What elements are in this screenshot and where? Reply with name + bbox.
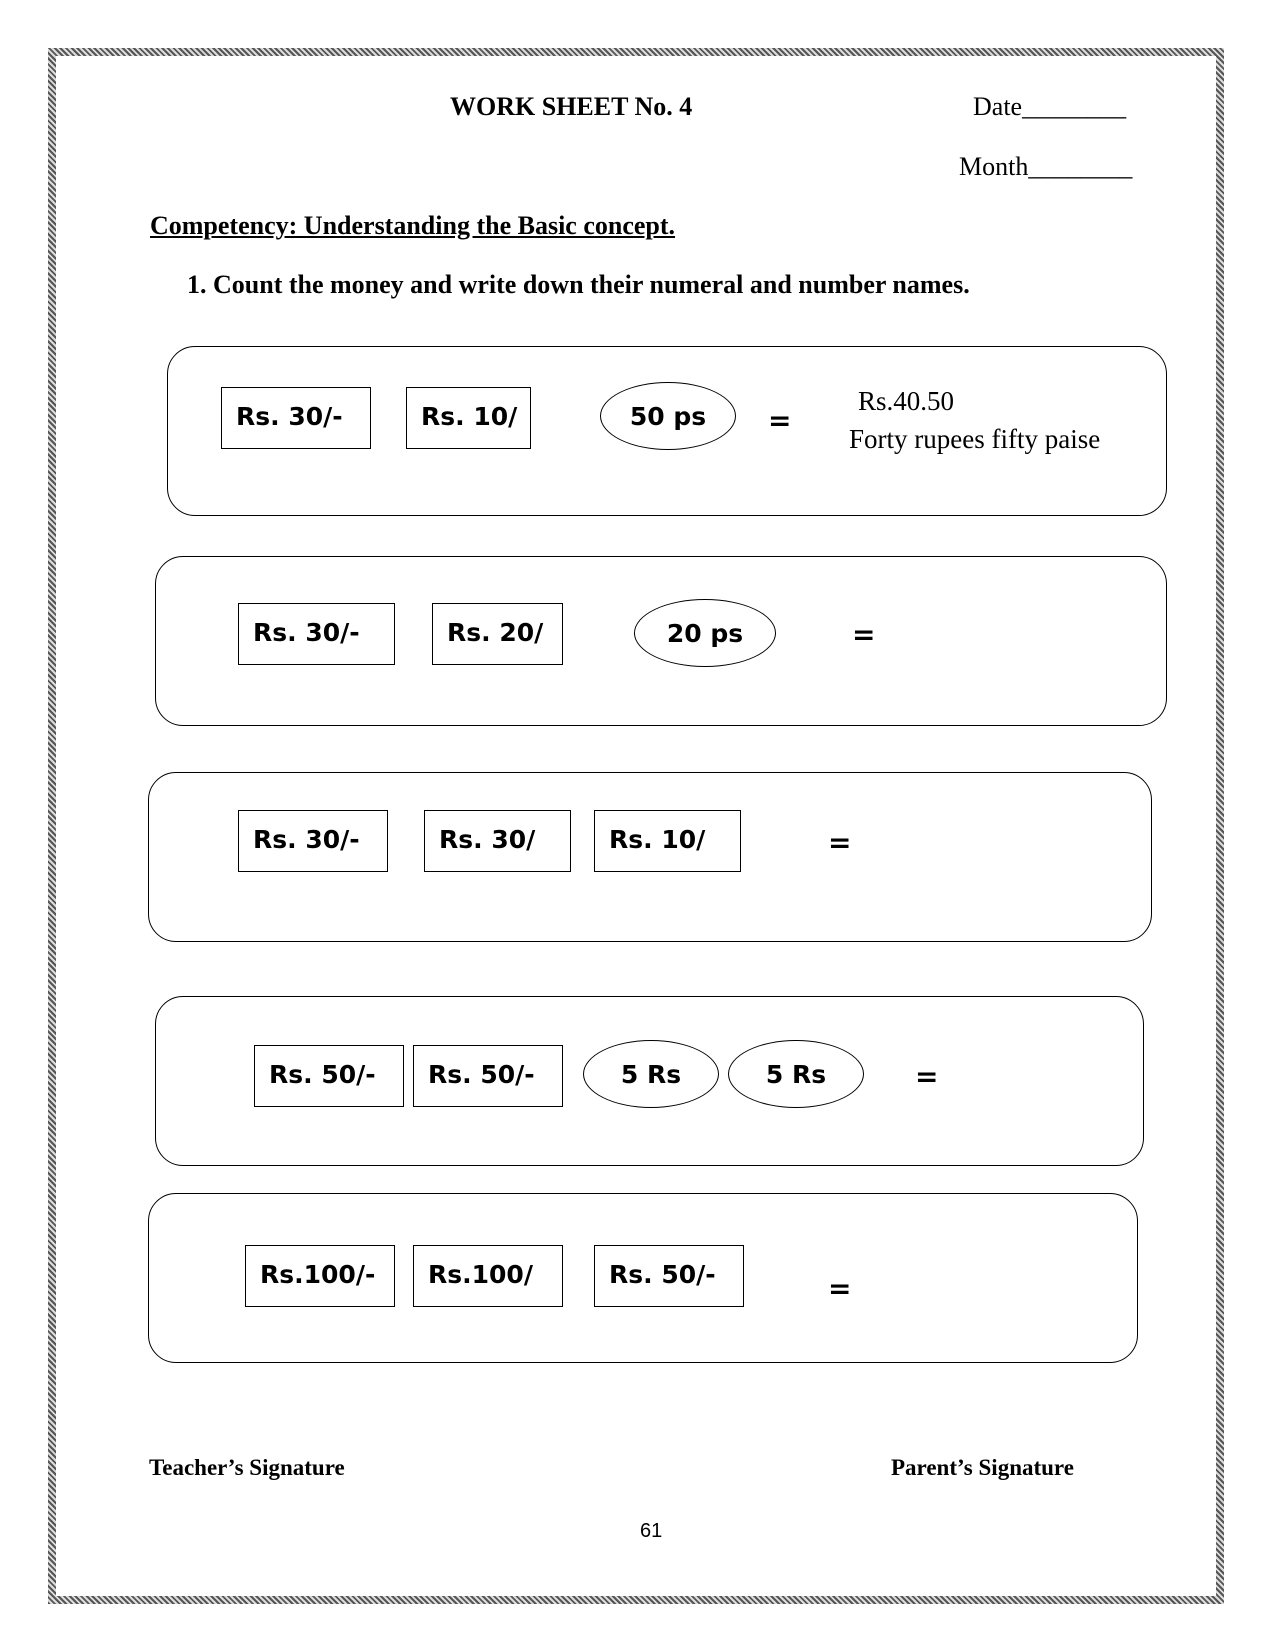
coin-row4-1: 5 Rs [583,1040,719,1108]
note-row3-2: Rs. 30/ [424,810,571,872]
coin-row2-1: 20 ps [634,599,776,667]
parent-signature-label: Parent’s Signature [891,1455,1074,1480]
equals-row2: = [852,618,876,651]
coin-row4-2: 5 Rs [728,1040,864,1108]
worksheet-title: WORK SHEET No. 4 [450,92,693,121]
answer-words-row1: Forty rupees fifty paise [849,424,1101,454]
note-row5-1: Rs.100/- [245,1245,395,1307]
note-row5-3: Rs. 50/- [594,1245,744,1307]
note-row1-2: Rs. 10/ [406,387,531,449]
equals-row3: = [828,826,852,859]
note-row3-3: Rs. 10/ [594,810,741,872]
coin-row1-1: 50 ps [600,382,736,450]
competency-heading: Competency: Understanding the Basic concept. [150,211,676,240]
answer-numeral-row1: Rs.40.50 [858,386,955,416]
date-field: Date________ [973,92,1127,121]
equals-row4: = [915,1060,939,1093]
equals-row5: = [828,1272,852,1305]
note-row5-2: Rs.100/ [413,1245,563,1307]
equals-row1: = [768,404,792,437]
note-row2-2: Rs. 20/ [432,603,563,665]
note-row1-1: Rs. 30/- [221,387,371,449]
note-row4-2: Rs. 50/- [413,1045,563,1107]
question-text: 1. Count the money and write down their numeral and number names. [187,270,970,299]
note-row3-1: Rs. 30/- [238,810,388,872]
note-row4-1: Rs. 50/- [254,1045,404,1107]
note-row2-1: Rs. 30/- [238,603,395,665]
teacher-signature-label: Teacher’s Signature [149,1455,345,1480]
month-field: Month________ [959,152,1133,181]
page-number: 61 [640,1520,663,1542]
